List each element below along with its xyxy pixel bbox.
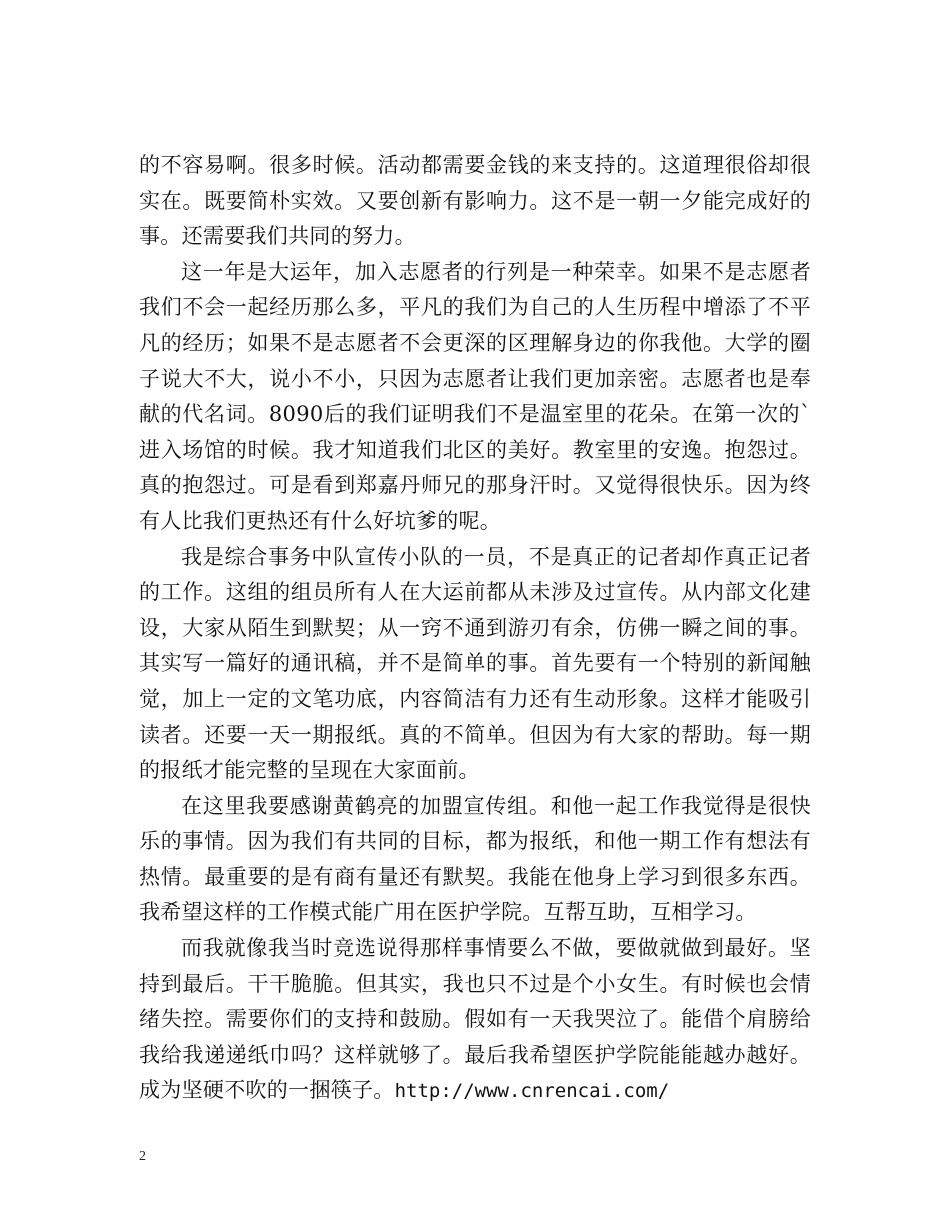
page-number: 2 [139, 1149, 146, 1164]
paragraph-2: 这一年是大运年，加入志愿者的行列是一种荣幸。如果不是志愿者我们不会一起经历那么多，平凡的我们为自己的人生历程中增添了不平凡的经历；如果不是志愿者不会更深的区理解身边的你我他。大学的圈子说大不大，说小不小，只因为志愿者让我们更加亲密。志愿者也是奉献的代名词。8090后的我们证明我们不是温室里的花朵。在第一次的`进入场馆的时候。我才知道我们北区的美好。教室里的安逸。抱怨过。真的抱怨过。可是看到郑嘉丹师兄的那身汗时。又觉得很快乐。因为终有人比我们更热还有什么好坑爹的呢。 [139, 259, 811, 533]
paragraph-1: 的不容易啊。很多时候。活动都需要金钱的来支持的。这道理很俗却很实在。既要简朴实效。又要创新有影响力。这不是一朝一夕能完成好的事。还需要我们共同的努力。 [139, 153, 811, 249]
paragraph-5 [139, 931, 811, 1110]
paragraph-4: 在这里我要感谢黄鹤亮的加盟宣传组。和他一起工作我觉得是很快乐的事情。因为我们有共同的目标，都为报纸，和他一期工作有想法有热情。最重要的是有商有量还有默契。我能在他身上学习到很多东西。我希望这样的工作模式能广用在医护学院。互帮互助，互相学习。 [139, 793, 811, 925]
source-url: http://www.cnrencai.com/ [394, 1080, 670, 1103]
paragraph-3: 我是综合事务中队宣传小队的一员，不是真正的记者却作真正记者的工作。这组的组员所有人在大运前都从未涉及过宣传。从内部文化建设，大家从陌生到默契；从一窍不通到游刃有余，仿佛一瞬之间的事。其实写一篇好的通讯稿，并不是简单的事。首先要有一个特别的新闻触觉，加上一定的文笔功底，内容简洁有力还有生动形象。这样才能吸引读者。还要一天一期报纸。真的不简单。但因为有大家的帮助。每一期的报纸才能完整的呈现在大家面前。 [139, 544, 811, 783]
paragraph-5-text: 而我就像我当时竞选说得那样事情要么不做，要做就做到最好。坚持到最后。干干脆脆。但其实，我也只不过是个小女生。有时候也会情绪失控。需要你们的支持和鼓励。假如有一天我哭泣了。能借个肩膀给我给我递递纸巾吗？这样就够了。最后我希望医护学院能能越办越好。成为坚硬不吹的一捆筷子。 [139, 936, 811, 1103]
document-body [139, 148, 811, 1110]
